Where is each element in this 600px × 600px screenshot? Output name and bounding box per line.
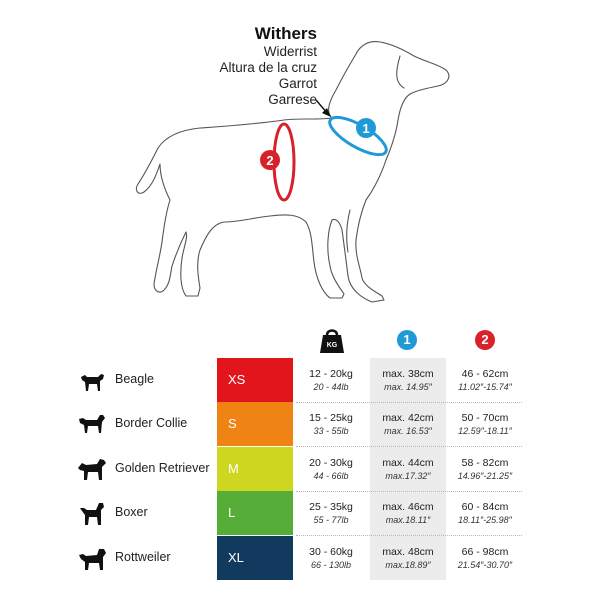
chest-column-header: 2 <box>475 330 495 350</box>
chest-cell <box>448 412 522 438</box>
weight-lb: 66 - 130lb <box>310 560 352 570</box>
chest-cell <box>448 546 522 572</box>
golden-retriever-icon <box>76 454 108 484</box>
chest-in: 12.59″-18.11″ <box>458 426 512 436</box>
chest-in: 11.02″-15.74″ <box>458 382 512 392</box>
withers-translation: Altura de la cruz <box>219 59 317 75</box>
neck-cell <box>370 368 446 394</box>
neck-cm: max. 46cm <box>382 501 434 513</box>
size-badge: M <box>217 447 293 491</box>
table-row <box>0 358 600 402</box>
weight-icon-text: KG <box>326 342 338 349</box>
neck-measure-ring <box>325 110 391 161</box>
size-badge: S <box>217 402 293 446</box>
chest-cm: 66 - 98cm <box>461 546 509 558</box>
neck-cm: max. 38cm <box>382 368 434 380</box>
size-badge: L <box>217 491 293 535</box>
chest-cell <box>448 457 522 483</box>
breed-name: Rottweiler <box>115 550 171 564</box>
chest-in: 14.96″-21.25″ <box>457 471 513 481</box>
chest-cm: 60 - 84cm <box>461 501 509 513</box>
weight-kg: 12 - 20kg <box>309 368 353 380</box>
size-badge: XL <box>217 536 293 580</box>
breed-name: Boxer <box>115 505 148 519</box>
neck-cell <box>370 546 446 572</box>
neck-cm: max. 44cm <box>382 457 434 469</box>
chest-marker-label: 2 <box>266 153 274 168</box>
chest-cell <box>448 501 522 527</box>
weight-lb: 20 - 44lb <box>313 382 349 392</box>
chest-cm: 58 - 82cm <box>461 457 509 469</box>
neck-column-header: 1 <box>397 330 417 350</box>
neck-cm: max. 48cm <box>382 546 434 558</box>
neck-cell <box>370 501 446 527</box>
rottweiler-icon <box>76 543 108 573</box>
neck-cell <box>370 457 446 483</box>
neck-in: max.18.11″ <box>385 515 431 525</box>
neck-in: max. 16.53″ <box>384 426 432 436</box>
table-row <box>0 447 600 491</box>
neck-cell <box>370 412 446 438</box>
chest-in: 18.11″-25.98″ <box>458 515 512 525</box>
weight-cell <box>296 457 366 483</box>
withers-translation: Widerrist <box>263 44 317 60</box>
neck-in: max.17.32″ <box>385 471 431 481</box>
chest-in: 21.54″-30.70″ <box>457 560 513 570</box>
table-row <box>0 402 600 446</box>
withers-label-block <box>219 24 317 108</box>
weight-cell <box>296 368 366 394</box>
weight-kg: 30 - 60kg <box>309 546 353 558</box>
weight-kg: 20 - 30kg <box>309 457 353 469</box>
breed-name: Beagle <box>115 372 154 386</box>
weight-cell <box>296 501 366 527</box>
breed-name: Golden Retriever <box>115 461 210 475</box>
weight-kg-icon <box>318 327 346 355</box>
withers-translation: Garrot <box>278 75 317 91</box>
chest-cm: 50 - 70cm <box>461 412 509 424</box>
chest-cell <box>448 368 522 394</box>
table-row <box>0 491 600 535</box>
neck-cm: max. 42cm <box>382 412 434 424</box>
neck-in: max.18.89″ <box>385 560 431 570</box>
chest-cm: 46 - 62cm <box>461 368 509 380</box>
weight-lb: 44 - 66lb <box>313 471 349 481</box>
neck-marker-label: 1 <box>362 121 370 136</box>
table-row <box>0 536 600 580</box>
size-badge: XS <box>217 358 293 402</box>
weight-cell <box>296 546 366 572</box>
boxer-icon <box>76 498 108 528</box>
weight-cell <box>296 412 366 438</box>
breed-name: Border Collie <box>115 416 188 430</box>
beagle-icon <box>76 365 108 395</box>
withers-translation: Garrese <box>268 91 317 107</box>
weight-kg: 25 - 35kg <box>309 501 353 513</box>
withers-title: Withers <box>254 24 317 43</box>
border-collie-icon <box>76 409 108 439</box>
neck-in: max. 14.95″ <box>384 382 432 392</box>
weight-kg: 15 - 25kg <box>309 412 353 424</box>
weight-lb: 55 - 77lb <box>313 515 349 525</box>
weight-lb: 33 - 55lb <box>313 426 349 436</box>
